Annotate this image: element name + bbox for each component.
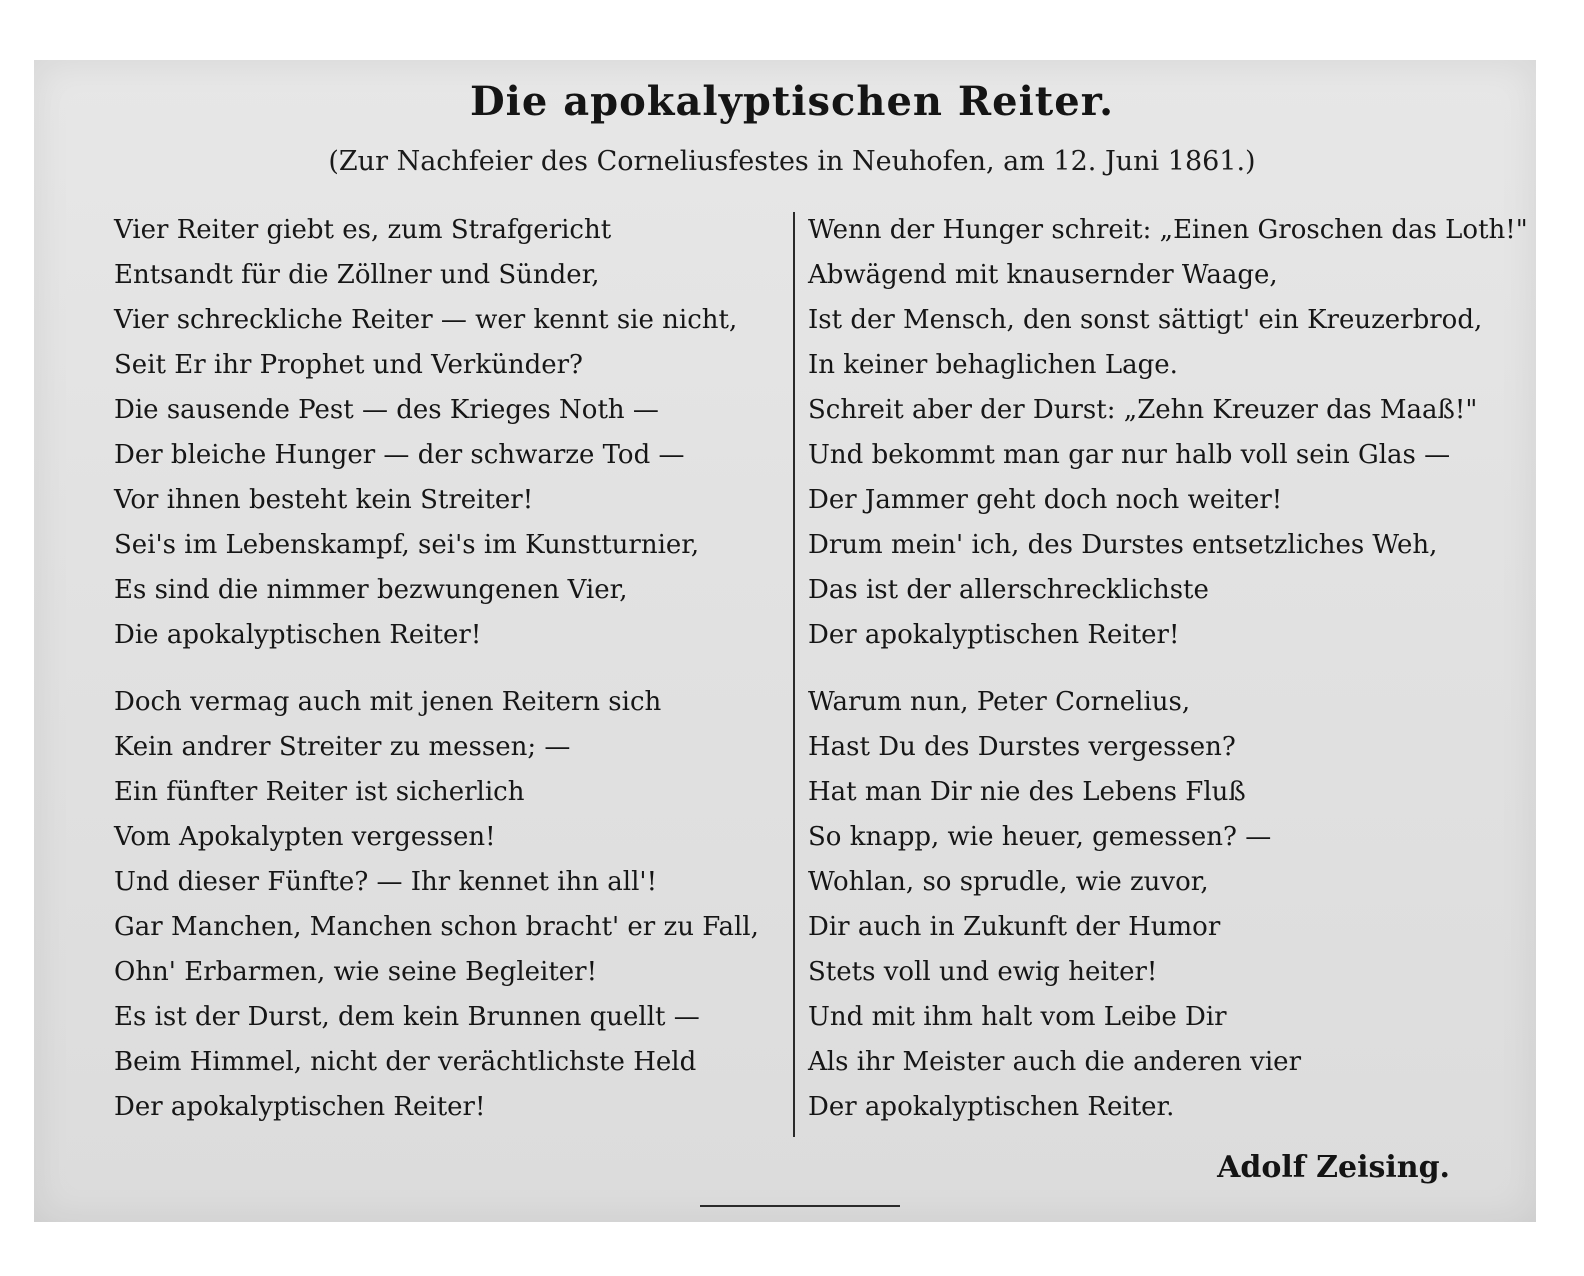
left-column — [114, 208, 789, 1130]
verse-line: Vier schreckliche Reiter — wer kennt sie nicht, — [114, 305, 738, 335]
verse-line: Dir auch in Zukunft der Humor — [808, 912, 1221, 942]
verse-line: Vor ihnen besteht kein Streiter! — [114, 485, 534, 515]
right-column — [808, 208, 1528, 1130]
verse-line: Entsandt für die Zöllner und Sünder, — [114, 260, 600, 290]
verse-line: Der apokalyptischen Reiter! — [114, 1092, 486, 1122]
verse-line: Drum mein' ich, des Durstes entsetzliches Weh, — [808, 530, 1438, 560]
verse-line: Das ist der allerschrecklichste — [808, 575, 1209, 605]
verse-line: Als ihr Meister auch die anderen vier — [808, 1047, 1301, 1077]
stanza-gap — [114, 658, 789, 680]
right-stanza-1 — [808, 208, 1528, 658]
verse-line: Ist der Mensch, den sonst sättigt' ein Kreuzerbrod, — [808, 305, 1483, 335]
verse-line: Doch vermag auch mit jenen Reitern sich — [114, 687, 662, 717]
stanza-gap — [808, 658, 1528, 680]
verse-line: Wenn der Hunger schreit: „Einen Groschen das Loth!" — [808, 215, 1528, 245]
verse-line: Abwägend mit knausernder Waage, — [808, 260, 1278, 290]
verse-line: So knapp, wie heuer, gemessen? — — [808, 822, 1272, 852]
verse-line: Wohlan, so sprudle, wie zuvor, — [808, 867, 1209, 897]
verse-line: Beim Himmel, nicht der verächtlichste Held — [114, 1047, 697, 1077]
verse-line: Und bekommt man gar nur halb voll sein Glas — — [808, 440, 1451, 470]
verse-line: Und dieser Fünfte? — Ihr kennet ihn all'! — [114, 867, 658, 897]
verse-line: Ohn' Erbarmen, wie seine Begleiter! — [114, 957, 598, 987]
verse-line: Der apokalyptischen Reiter. — [808, 1092, 1175, 1122]
verse-line: In keiner behaglichen Lage. — [808, 350, 1178, 380]
verse-line: Stets voll und ewig heiter! — [808, 957, 1158, 987]
verse-line: Hast Du des Durstes vergessen? — [808, 732, 1236, 762]
verse-line: Gar Manchen, Manchen schon bracht' er zu Fall, — [114, 912, 759, 942]
verse-line: Sei's im Lebenskampf, sei's im Kunstturnier, — [114, 530, 700, 560]
verse-line: Der bleiche Hunger — der schwarze Tod — — [114, 440, 685, 470]
verse-line: Die sausende Pest — des Krieges Noth — — [114, 395, 659, 425]
right-stanza-2 — [808, 680, 1528, 1130]
poem-title: Die apokalyptischen Reiter. — [469, 78, 1115, 125]
verse-line: Und mit ihm halt vom Leibe Dir — [808, 1002, 1227, 1032]
verse-line: Warum nun, Peter Cornelius, — [808, 687, 1191, 717]
author-signature: Adolf Zeising. — [1217, 1150, 1450, 1185]
verse-line: Der Jammer geht doch noch weiter! — [808, 485, 1283, 515]
left-stanza-2 — [114, 680, 789, 1130]
verse-line: Schreit aber der Durst: „Zehn Kreuzer das Maaß!" — [808, 395, 1478, 425]
verse-line: Seit Er ihr Prophet und Verkünder? — [114, 350, 583, 380]
end-rule — [700, 1205, 900, 1207]
poem-subtitle: (Zur Nachfeier des Corneliusfestes in Neuhofen, am 12. Juni 1861.) — [328, 146, 1256, 177]
verse-line: Vier Reiter giebt es, zum Strafgericht — [114, 215, 612, 245]
verse-line: Hat man Dir nie des Lebens Fluß — [808, 777, 1246, 807]
verse-line: Der apokalyptischen Reiter! — [808, 620, 1180, 650]
verse-line: Die apokalyptischen Reiter! — [114, 620, 482, 650]
verse-line: Ein fünfter Reiter ist sicherlich — [114, 777, 525, 807]
verse-line: Vom Apokalypten vergessen! — [114, 822, 496, 852]
verse-line: Es ist der Durst, dem kein Brunnen quellt — — [114, 1002, 700, 1032]
column-divider — [793, 212, 795, 1137]
verse-line: Es sind die nimmer bezwungenen Vier, — [114, 575, 628, 605]
left-stanza-1 — [114, 208, 789, 658]
verse-line: Kein andrer Streiter zu messen; — — [114, 732, 571, 762]
